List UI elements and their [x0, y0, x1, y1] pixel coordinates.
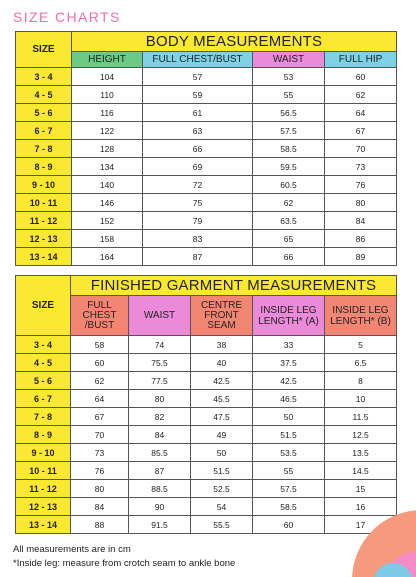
- table-cell: 90: [129, 498, 191, 516]
- table-row: [16, 68, 397, 86]
- table-cell: 63: [143, 122, 253, 140]
- table-cell: 53: [253, 68, 325, 86]
- table-cell: 88.5: [129, 480, 191, 498]
- size-label: 9 - 10: [16, 176, 72, 194]
- table-cell: 46.5: [253, 390, 325, 408]
- table-cell: 15: [325, 480, 397, 498]
- table-cell: 49: [191, 426, 253, 444]
- table-row: [16, 480, 397, 498]
- size-label: 11 - 12: [16, 212, 72, 230]
- page-title: SIZE CHARTS: [13, 9, 121, 25]
- garment-chest-column-header: FULL CHEST /BUST: [71, 296, 129, 336]
- table-cell: 64: [325, 104, 397, 122]
- table-cell: 59.5: [253, 158, 325, 176]
- hip-column-header: FULL HIP: [325, 52, 397, 68]
- table-row: [16, 86, 397, 104]
- table-cell: 79: [143, 212, 253, 230]
- table-cell: 73: [71, 444, 129, 462]
- table-cell: 54: [191, 498, 253, 516]
- table-cell: 91.5: [129, 516, 191, 534]
- table-cell: 38: [191, 336, 253, 354]
- size-label: 10 - 11: [16, 194, 72, 212]
- size-label: 8 - 9: [16, 158, 72, 176]
- table-row: [16, 372, 397, 390]
- size-label: 6 - 7: [16, 122, 72, 140]
- size-label: 3 - 4: [16, 336, 71, 354]
- table-cell: 56.5: [253, 104, 325, 122]
- table-cell: 58: [71, 336, 129, 354]
- table-row: [16, 248, 397, 266]
- size-label: 13 - 14: [16, 516, 71, 534]
- table-row: [16, 122, 397, 140]
- waist-column-header: WAIST: [253, 52, 325, 68]
- table-cell: 67: [71, 408, 129, 426]
- table-cell: 60.5: [253, 176, 325, 194]
- table-cell: 13.5: [325, 444, 397, 462]
- table-cell: 140: [72, 176, 143, 194]
- table-cell: 82: [129, 408, 191, 426]
- table-cell: 146: [72, 194, 143, 212]
- body-measurements-rows: [16, 68, 397, 266]
- table-cell: 66: [253, 248, 325, 266]
- table-cell: 65: [253, 230, 325, 248]
- table-cell: 80: [71, 480, 129, 498]
- size-label: 13 - 14: [16, 248, 72, 266]
- table-cell: 17: [325, 516, 397, 534]
- table-cell: 42.5: [191, 372, 253, 390]
- table-cell: 62: [253, 194, 325, 212]
- height-column-header: HEIGHT: [72, 52, 143, 68]
- table-cell: 57.5: [253, 480, 325, 498]
- inside-leg-b-column-header: INSIDE LEG LENGTH* (B): [325, 296, 397, 336]
- size-label: 10 - 11: [16, 462, 71, 480]
- table-cell: 74: [129, 336, 191, 354]
- table-cell: 85.5: [129, 444, 191, 462]
- table-cell: 45.5: [191, 390, 253, 408]
- table-cell: 59: [143, 86, 253, 104]
- chest-column-header: FULL CHEST/BUST: [143, 52, 253, 68]
- table-cell: 60: [325, 68, 397, 86]
- table-cell: 158: [72, 230, 143, 248]
- size-label: 12 - 13: [16, 230, 72, 248]
- table-cell: 70: [71, 426, 129, 444]
- table-cell: 72: [143, 176, 253, 194]
- size-label: 4 - 5: [16, 354, 71, 372]
- table-cell: 50: [191, 444, 253, 462]
- table-cell: 11.5: [325, 408, 397, 426]
- table-cell: 47.5: [191, 408, 253, 426]
- table-cell: 10: [325, 390, 397, 408]
- centre-front-seam-column-header: CENTRE FRONT SEAM: [191, 296, 253, 336]
- table-row: [16, 158, 397, 176]
- garment-measurements-rows: [16, 336, 397, 534]
- table-row: [16, 336, 397, 354]
- table-cell: 152: [72, 212, 143, 230]
- table-cell: 76: [71, 462, 129, 480]
- table-cell: 62: [71, 372, 129, 390]
- table-cell: 58.5: [253, 498, 325, 516]
- units-note: All measurements are in cm: [13, 544, 131, 555]
- table-cell: 12.5: [325, 426, 397, 444]
- table-row: [16, 426, 397, 444]
- table-cell: 67: [325, 122, 397, 140]
- body-measurements-table: [15, 31, 397, 266]
- table-cell: 87: [129, 462, 191, 480]
- table-cell: 122: [72, 122, 143, 140]
- table-cell: 40: [191, 354, 253, 372]
- table-cell: 33: [253, 336, 325, 354]
- table-cell: 89: [325, 248, 397, 266]
- table-row: [16, 444, 397, 462]
- table-row: [16, 516, 397, 534]
- table-cell: 86: [325, 230, 397, 248]
- size-label: 8 - 9: [16, 426, 71, 444]
- table-cell: 6.5: [325, 354, 397, 372]
- table-cell: 55: [253, 86, 325, 104]
- table-row: [16, 230, 397, 248]
- table-cell: 42.5: [253, 372, 325, 390]
- table-cell: 75.5: [129, 354, 191, 372]
- table-row: [16, 104, 397, 122]
- table-cell: 37.5: [253, 354, 325, 372]
- table-cell: 60: [253, 516, 325, 534]
- table-row: [16, 176, 397, 194]
- table-row: [16, 194, 397, 212]
- size-label: 5 - 6: [16, 372, 71, 390]
- table-row: [16, 140, 397, 158]
- size-label: 5 - 6: [16, 104, 72, 122]
- table-cell: 60: [71, 354, 129, 372]
- size-label: 9 - 10: [16, 444, 71, 462]
- table-cell: 73: [325, 158, 397, 176]
- size-column-header: SIZE: [16, 276, 71, 336]
- table-row: [16, 390, 397, 408]
- table-cell: 50: [253, 408, 325, 426]
- table-cell: 53.5: [253, 444, 325, 462]
- table-cell: 5: [325, 336, 397, 354]
- table-cell: 69: [143, 158, 253, 176]
- table-cell: 57.5: [253, 122, 325, 140]
- table-cell: 110: [72, 86, 143, 104]
- table-row: [16, 462, 397, 480]
- garment-waist-column-header: WAIST: [129, 296, 191, 336]
- table-cell: 84: [129, 426, 191, 444]
- size-label: 4 - 5: [16, 86, 72, 104]
- table-row: [16, 408, 397, 426]
- garment-measurements-table: [15, 275, 397, 534]
- size-label: 12 - 13: [16, 498, 71, 516]
- size-label: 3 - 4: [16, 68, 72, 86]
- size-label: 11 - 12: [16, 480, 71, 498]
- table-cell: 14.5: [325, 462, 397, 480]
- body-measurements-heading: BODY MEASUREMENTS: [72, 32, 397, 52]
- table-cell: 77.5: [129, 372, 191, 390]
- table-cell: 164: [72, 248, 143, 266]
- table-cell: 87: [143, 248, 253, 266]
- table-cell: 64: [71, 390, 129, 408]
- table-cell: 104: [72, 68, 143, 86]
- table-cell: 51.5: [253, 426, 325, 444]
- size-label: 6 - 7: [16, 390, 71, 408]
- table-cell: 83: [143, 230, 253, 248]
- size-label: 7 - 8: [16, 140, 72, 158]
- inside-leg-note: *Inside leg: measure from crotch seam to ankle bone: [13, 558, 236, 569]
- table-cell: 116: [72, 104, 143, 122]
- table-cell: 75: [143, 194, 253, 212]
- table-cell: 61: [143, 104, 253, 122]
- table-cell: 55.5: [191, 516, 253, 534]
- table-cell: 66: [143, 140, 253, 158]
- table-cell: 51.5: [191, 462, 253, 480]
- table-cell: 57: [143, 68, 253, 86]
- table-cell: 84: [325, 212, 397, 230]
- table-cell: 80: [129, 390, 191, 408]
- table-cell: 16: [325, 498, 397, 516]
- table-cell: 62: [325, 86, 397, 104]
- inside-leg-a-column-header: INSIDE LEG LENGTH* (A): [253, 296, 325, 336]
- table-cell: 55: [253, 462, 325, 480]
- table-row: [16, 354, 397, 372]
- table-cell: 8: [325, 372, 397, 390]
- table-cell: 76: [325, 176, 397, 194]
- table-cell: 88: [71, 516, 129, 534]
- size-label: 7 - 8: [16, 408, 71, 426]
- table-cell: 63.5: [253, 212, 325, 230]
- table-cell: 52.5: [191, 480, 253, 498]
- table-row: [16, 212, 397, 230]
- table-cell: 128: [72, 140, 143, 158]
- garment-measurements-heading: FINISHED GARMENT MEASUREMENTS: [71, 276, 397, 296]
- size-column-header: SIZE: [16, 32, 72, 68]
- table-row: [16, 498, 397, 516]
- table-cell: 70: [325, 140, 397, 158]
- table-cell: 80: [325, 194, 397, 212]
- table-cell: 134: [72, 158, 143, 176]
- table-cell: 58.5: [253, 140, 325, 158]
- table-cell: 84: [71, 498, 129, 516]
